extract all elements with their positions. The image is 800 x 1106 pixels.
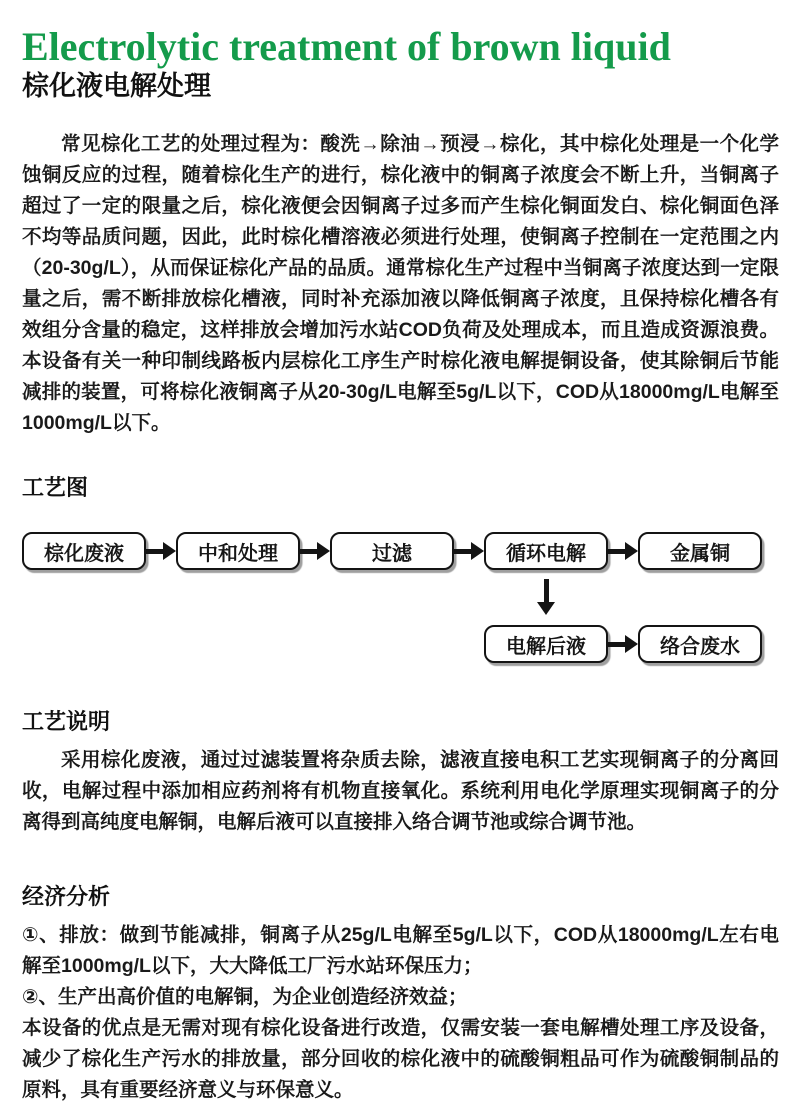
section-heading-economic-analysis: 经济分析 <box>22 884 111 909</box>
flowchart-row-1 <box>22 532 779 570</box>
arrow-down-icon <box>533 579 559 615</box>
arrow-right-icon <box>608 635 638 653</box>
process-description-paragraph: 采用棕化废液，通过过滤装置将杂质去除，滤液直接电积工艺实现铜离子的分离回收，电解过程中添加相应药剂将有机物直接氧化。系统利用电化学原理实现铜离子的分离得到高纯度电解铜，电解后液可以直接排入络合调节池或综合调节池。 <box>22 749 779 833</box>
process-flowchart <box>22 532 779 663</box>
intro-paragraph: 常见棕化工艺的处理过程为：酸洗→除油→预浸→棕化，其中棕化处理是一个化学蚀铜反应的过程，随着棕化生产的进行，棕化液中的铜离子浓度会不断上升，当铜离子超过了一定的限量之后，棕化液便会因铜离子过多而产生棕化铜面发白、棕化铜面色泽不均等品质问题，因此，此时棕化槽溶液必须进行处理，使铜离子控制在一定范围之内（20-30g/L），从而保证棕化产品的品质。通常棕化生产过程中当铜离子浓度达到一定限量之后，需不断排放棕化槽液，同时补充添加液以降低铜离子浓度，且保持棕化槽各有效组分含量的稳定，这样排放会增加污水站COD负荷及处理成本，而且造成资源浪费。本设备有关一种印制线路板内层棕化工序生产时棕化液电解提铜设备，使其除铜后节能减排的装置，可将棕化液铜离子从20-30g/L电解至5g/L以下，COD从18000mg/L电解至1000mg/L以下。 <box>22 133 779 434</box>
flow-node-circulating-electrolysis: 循环电解 <box>484 532 608 570</box>
page-title-chinese: 棕化液电解处理 <box>22 71 211 101</box>
flow-node-complex-wastewater: 络合废水 <box>638 625 762 663</box>
arrow-right-icon <box>454 542 484 560</box>
flow-node-brown-waste-liquid: 棕化废液 <box>22 532 146 570</box>
section-heading-process-description: 工艺说明 <box>22 709 111 734</box>
flow-node-filtration: 过滤 <box>330 532 454 570</box>
flow-node-post-electrolysis-liquid: 电解后液 <box>484 625 608 663</box>
arrow-right-icon <box>300 542 330 560</box>
section-heading-process-diagram: 工艺图 <box>22 475 89 500</box>
flow-node-neutralization: 中和处理 <box>176 532 300 570</box>
page-title-english: Electrolytic treatment of brown liquid <box>22 24 671 69</box>
arrow-right-icon <box>146 542 176 560</box>
flow-node-metallic-copper: 金属铜 <box>638 532 762 570</box>
economy-summary: 本设备的优点是无需对现有棕化设备进行改造，仅需安装一套电解槽处理工序及设备，减少了棕化生产污水的排放量，部分回收的棕化液中的硫酸铜粗品可作为硫酸铜制品的原料，具有重要经济意义与环保意义。 <box>22 1017 779 1101</box>
arrow-right-icon <box>608 542 638 560</box>
economy-item-2: ②、生产出高价值的电解铜，为企业创造经济效益； <box>22 986 468 1008</box>
flowchart-row-2 <box>484 625 779 663</box>
economy-item-1: ①、排放：做到节能减排，铜离子从25g/L电解至5g/L以下，COD从18000mg/L左右电解至1000mg/L以下，大大降低工厂污水站环保压力； <box>22 924 779 977</box>
economic-analysis-block <box>22 920 779 1106</box>
